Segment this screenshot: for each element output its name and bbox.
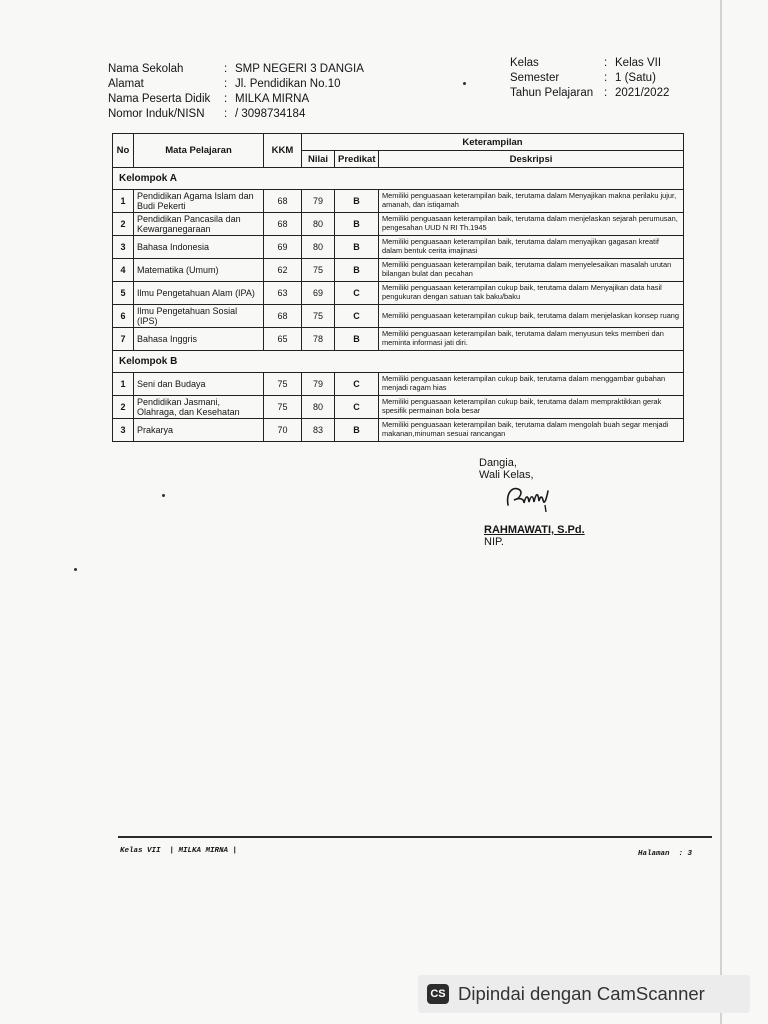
table-header-row [113, 134, 684, 151]
scan-speck [463, 82, 466, 85]
info-separator: : [604, 72, 608, 84]
cell-kkm: 65 [264, 328, 302, 351]
cell-nilai: 78 [302, 328, 335, 351]
cell-predikat: B [335, 419, 379, 442]
cell-nilai: 83 [302, 419, 335, 442]
camscanner-watermark [418, 975, 750, 1013]
cell-kkm: 70 [264, 419, 302, 442]
info-row-year [510, 86, 669, 101]
scan-speck [74, 568, 77, 571]
cell-predikat: C [335, 282, 379, 305]
info-separator: : [224, 93, 228, 105]
cell-deskripsi: Memiliki penguasaan keterampilan cukup baik, terutama dalam mempraktikkan gerak spesifik permainan bola besar [379, 396, 684, 419]
grades-table [112, 133, 684, 442]
footer-page-number: Halaman : 3 [638, 850, 693, 858]
camscanner-logo-icon: CS [427, 984, 449, 1004]
cell-no: 4 [113, 259, 134, 282]
cell-nilai: 69 [302, 282, 335, 305]
info-row-address [108, 77, 364, 92]
table-row [113, 282, 684, 305]
info-row-class [510, 56, 669, 71]
info-separator: : [224, 78, 228, 90]
cell-no: 6 [113, 305, 134, 328]
info-value: SMP NEGERI 3 DANGIA [235, 63, 364, 75]
cell-subject: Matematika (Umum) [134, 259, 264, 282]
info-value: 2021/2022 [615, 87, 670, 99]
header-predikat: Predikat [335, 151, 379, 168]
signature-block [479, 457, 534, 481]
signature-place: Dangia, [479, 457, 517, 469]
signature-role: Wali Kelas, [479, 469, 534, 481]
info-row-nisn [108, 107, 364, 122]
info-separator: : [224, 108, 228, 120]
info-value: MILKA MIRNA [235, 93, 310, 105]
info-label: Semester [510, 72, 560, 84]
cell-subject: Ilmu Pengetahuan Alam (IPA) [134, 282, 264, 305]
info-label: Tahun Pelajaran [510, 87, 594, 99]
cell-deskripsi: Memiliki penguasaan keterampilan cukup baik, terutama dalam menjelaskan konsep ruang [379, 305, 684, 328]
info-row-school [108, 62, 364, 77]
cell-nilai: 75 [302, 305, 335, 328]
info-label: Nama Sekolah [108, 63, 184, 75]
table-row [113, 236, 684, 259]
cell-deskripsi: Memiliki penguasaan keterampilan cukup baik, terutama dalam menggambar gubahan menjadi ragam hias [379, 373, 684, 396]
cell-deskripsi: Memiliki penguasaan keterampilan baik, terutama dalam menyajikan gagasan kreatif dalam bentuk cerita imajinasi [379, 236, 684, 259]
cell-subject: Seni dan Budaya [134, 373, 264, 396]
cell-deskripsi: Memiliki penguasaan keterampilan baik, terutama dalam menyelesaikan masalah urutan bilangan bulat dan pecahan [379, 259, 684, 282]
cell-subject: Pendidikan Pancasila dan Kewarganegaraan [134, 213, 264, 236]
cell-kkm: 75 [264, 373, 302, 396]
cell-kkm: 68 [264, 190, 302, 213]
cell-predikat: C [335, 373, 379, 396]
info-separator: : [224, 63, 228, 75]
cell-no: 7 [113, 328, 134, 351]
cell-no: 1 [113, 373, 134, 396]
cell-subject: Prakarya [134, 419, 264, 442]
info-value: 1 (Satu) [615, 72, 656, 84]
cell-kkm: 62 [264, 259, 302, 282]
cell-subject: Pendidikan Jasmani, Olahraga, dan Kesehatan [134, 396, 264, 419]
cell-no: 3 [113, 419, 134, 442]
header-deskripsi: Deskripsi [379, 151, 684, 168]
homeroom-teacher-name: RAHMAWATI, S.Pd. [484, 524, 585, 536]
cell-predikat: C [335, 396, 379, 419]
info-label: Nomor Induk/NISN [108, 108, 205, 120]
cell-predikat: B [335, 213, 379, 236]
cell-subject: Bahasa Inggris [134, 328, 264, 351]
table-row [113, 305, 684, 328]
handwritten-signature [502, 483, 556, 515]
group-label: Kelompok A [113, 168, 684, 190]
scan-speck [162, 494, 165, 497]
page-edge-line [720, 0, 722, 1024]
cell-deskripsi: Memiliki penguasaan keterampilan baik, terutama dalam menyusun teks memberi dan meminta informasi jati diri. [379, 328, 684, 351]
group-label: Kelompok B [113, 351, 684, 373]
cell-deskripsi: Memiliki penguasaan keterampilan baik, terutama dalam mengolah buah segar menjadi makanan,minuman sesuai rancangan [379, 419, 684, 442]
cell-deskripsi: Memiliki penguasaan keterampilan cukup baik, terutama dalam Menyajikan data hasil pengukuran dengan satuan tak baku/baku [379, 282, 684, 305]
info-row-semester [510, 71, 669, 86]
table-row [113, 259, 684, 282]
table-row [113, 213, 684, 236]
cell-predikat: B [335, 328, 379, 351]
info-label: Nama Peserta Didik [108, 93, 211, 105]
info-separator: : [604, 57, 608, 69]
cell-nilai: 80 [302, 396, 335, 419]
header-no: No [113, 134, 134, 168]
info-row-student-name [108, 92, 364, 107]
info-value: Kelas VII [615, 57, 662, 69]
header-kkm: KKM [264, 134, 302, 168]
cell-deskripsi: Memiliki penguasaan keterampilan baik, terutama dalam menjelaskan sejarah perumusan, pengesahan UUD N RI Th.1945 [379, 213, 684, 236]
cell-nilai: 80 [302, 236, 335, 259]
cell-nilai: 75 [302, 259, 335, 282]
cell-kkm: 75 [264, 396, 302, 419]
cell-predikat: B [335, 190, 379, 213]
header-nilai: Nilai [302, 151, 335, 168]
class-info [510, 56, 669, 101]
cell-predikat: B [335, 259, 379, 282]
group-row-b [113, 351, 684, 373]
info-value: Jl. Pendidikan No.10 [235, 78, 341, 90]
info-label: Kelas [510, 57, 539, 69]
cell-subject: Pendidikan Agama Islam dan Budi Pekerti [134, 190, 264, 213]
info-value: / 3098734184 [235, 108, 306, 120]
camscanner-text: Dipindai dengan CamScanner [458, 983, 705, 1004]
footer-class-student: Kelas VII | MILKA MIRNA | [120, 847, 238, 855]
cell-no: 1 [113, 190, 134, 213]
info-separator: : [604, 87, 608, 99]
header-keterampilan: Keterampilan [302, 134, 684, 151]
cell-predikat: C [335, 305, 379, 328]
cell-kkm: 63 [264, 282, 302, 305]
info-label: Alamat [108, 78, 144, 90]
cell-subject: Bahasa Indonesia [134, 236, 264, 259]
table-row [113, 396, 684, 419]
cell-subject: Ilmu Pengetahuan Sosial (IPS) [134, 305, 264, 328]
table-row [113, 328, 684, 351]
cell-kkm: 68 [264, 305, 302, 328]
table-row [113, 373, 684, 396]
cell-no: 2 [113, 213, 134, 236]
cell-nilai: 79 [302, 373, 335, 396]
cell-kkm: 69 [264, 236, 302, 259]
cell-no: 3 [113, 236, 134, 259]
teacher-nip: NIP. [484, 536, 504, 548]
group-row-a [113, 168, 684, 190]
cell-nilai: 79 [302, 190, 335, 213]
table-row [113, 419, 684, 442]
cell-kkm: 68 [264, 213, 302, 236]
cell-predikat: B [335, 236, 379, 259]
footer-divider [118, 836, 712, 838]
student-info [108, 62, 364, 122]
table-row [113, 190, 684, 213]
cell-no: 5 [113, 282, 134, 305]
cell-nilai: 80 [302, 213, 335, 236]
header-subject: Mata Pelajaran [134, 134, 264, 168]
cell-deskripsi: Memiliki penguasaan keterampilan baik, terutama dalam Menyajikan makna perilaku jujur, amanah, dan istiqamah [379, 190, 684, 213]
cell-no: 2 [113, 396, 134, 419]
